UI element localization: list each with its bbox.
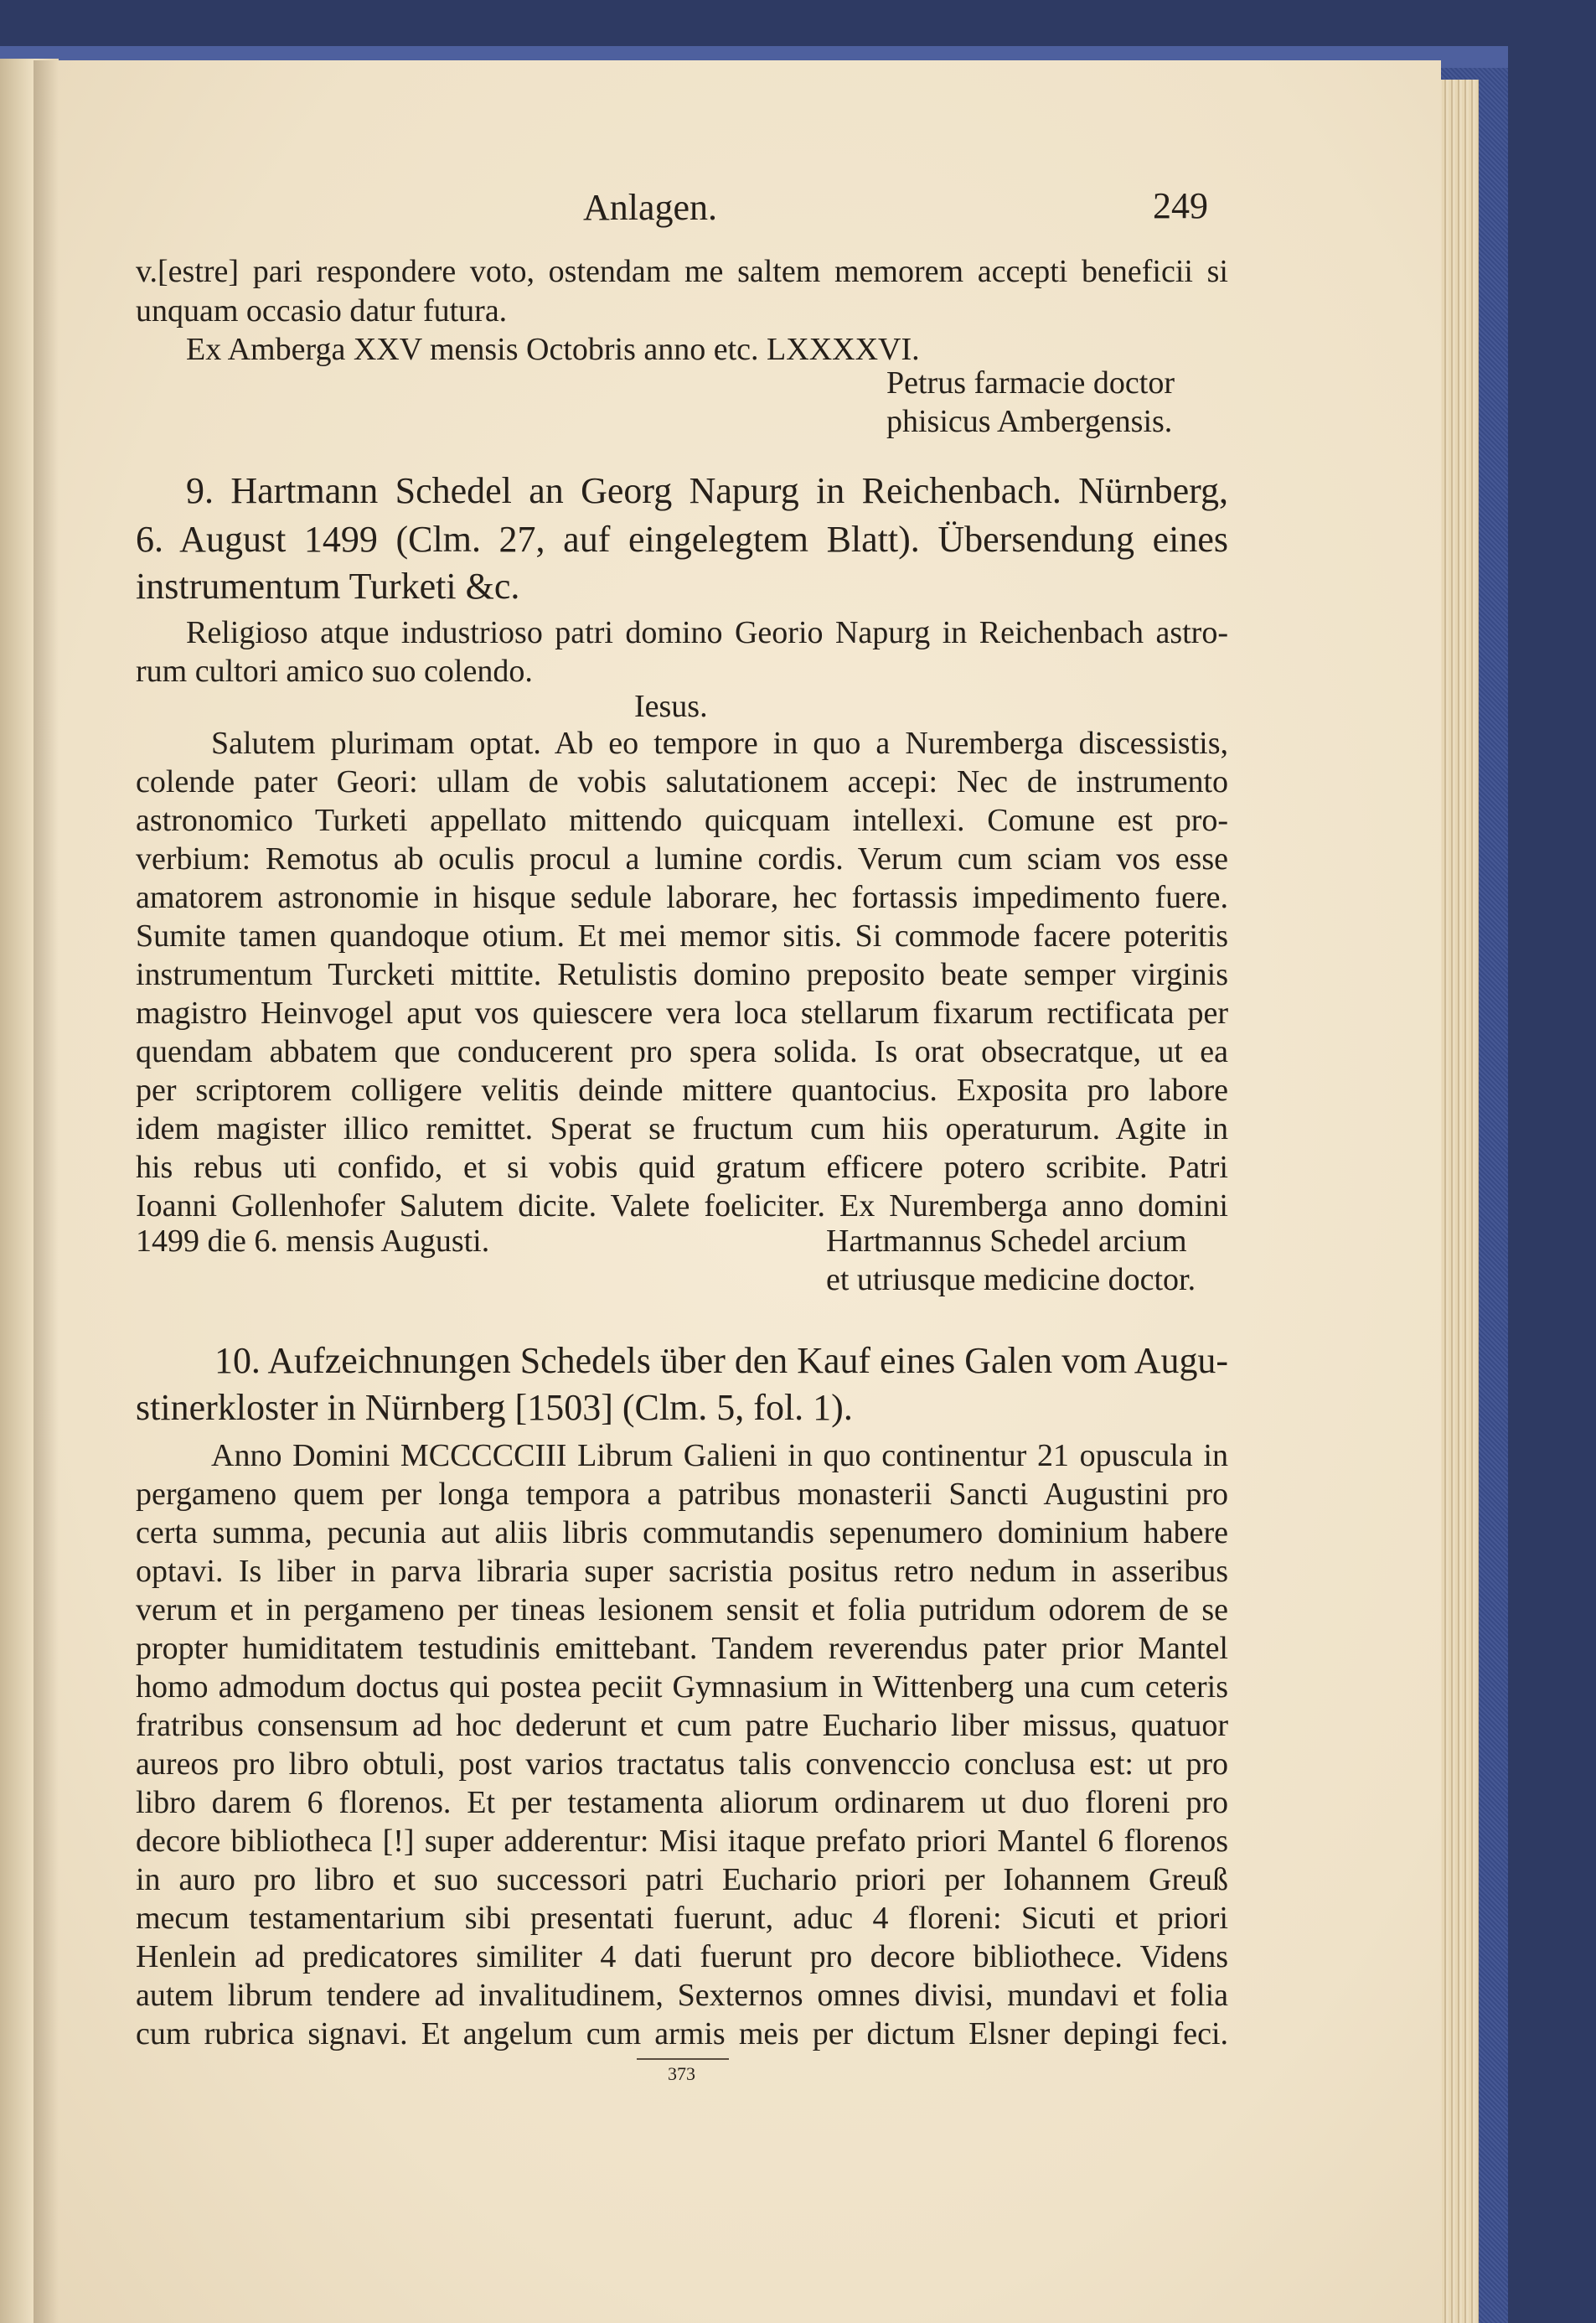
section10-heading-line: 10. Aufzeichnungen Schedels über den Kauf eines Galen vom Augu- [214,1340,1228,1381]
section9-body-line: quendam abbatem que conducerent pro spera solida. Is orat obsecratque, ut ea [136,1034,1228,1069]
section10-body-line: homo admodum doctus qui postea peciit Gymnasium in Wittenberg una cum ceteris [136,1669,1228,1705]
section10-body-line: pergameno quem per longa tempora a patribus monasterii Sancti Augustini pro [136,1477,1228,1512]
section10-body-line: autem librum tendere ad invalitudinem, Sexternos omnes divisi, mundavi et folia [136,1978,1228,2013]
section10-heading-line: stinerkloster in Nürnberg [1503] (Clm. 5, fol. 1). [136,1387,853,1428]
section9-signature-line: Hartmannus Schedel arcium [826,1224,1187,1259]
section9-invocation: Iesus. [634,689,708,724]
section10-body-line: verum et in pergameno per tineas lesionem sensit et folia putridum odorem de se [136,1592,1228,1627]
section9-heading-line: 6. August 1499 (Clm. 27, auf eingelegtem Blatt). Übersendung eines [136,519,1228,560]
section9-body-line: per scriptorem colligere velitis deinde mittere quantocius. Exposita pro labore [136,1073,1228,1108]
section10-body-line: libro darem 6 florenos. Et per testamenta aliorum ordinarem ut duo floreni pro [136,1785,1228,1820]
section9-address-line: rum cultori amico suo colendo. [136,654,533,689]
intro-line: v.[estre] pari respondere voto, ostendam me saltem memorem accepti beneficii si [136,254,1228,289]
intro-signature-line: Petrus farmacie doctor [886,365,1175,401]
section9-address-line: Religioso atque industrioso patri domino Georio Napurg in Reichenbach astro- [186,615,1228,650]
section9-body-line: 1499 die 6. mensis Augusti. [136,1224,490,1259]
section9-body-line: Sumite tamen quandoque otium. Et mei memor sitis. Si commode facere poteritis [136,918,1228,954]
section9-body-line: magistro Heinvogel aput vos quiescere vera loca stellarum fixarum rectificata per [136,996,1228,1031]
section10-body-line: fratribus consensum ad hoc dederunt et cum patre Euchario liber missus, quatuor [136,1708,1228,1743]
footer-rule [637,2058,729,2060]
section10-body-line: decore bibliotheca [!] super adderentur: Misi itaque prefato priori Mantel 6 florenos [136,1824,1228,1859]
section10-body-line: cum rubrica signavi. Et angelum cum armis meis per dictum Elsner depingi feci. [136,2016,1228,2051]
section9-body-line: instrumentum Turcketi mittite. Retulistis domino preposito beate semper virginis [136,957,1228,992]
intro-dateline: Ex Amberga XXV mensis Octobris anno etc. LXXXXVI. [186,332,920,367]
section10-body-line: aureos pro libro obtuli, post varios tractatus talis convenccio conclusa est: ut pro [136,1746,1228,1782]
section9-signature-line: et utriusque medicine doctor. [826,1262,1196,1297]
section9-heading-line: 9. Hartmann Schedel an Georg Napurg in Reichenbach. Nürnberg, [186,470,1228,511]
section10-body-line: optavi. Is liber in parva libraria super sacristia positus retro nedum in asseribus [136,1554,1228,1589]
section9-body-line: colende pater Geori: ullam de vobis salutationem accepi: Nec de instrumento [136,764,1228,799]
section9-body-line: his rebus uti confido, et si vobis quid gratum efficere potero scribite. Patri [136,1150,1228,1185]
section10-body-line: mecum testamentarium sibi presentati fuerunt, aduc 4 floreni: Sicuti et priori [136,1901,1228,1936]
running-head: Anlagen. [583,187,718,228]
gutter-shadow [34,60,59,2323]
page-number: 249 [1153,185,1208,226]
section9-body-line: verbium: Remotus ab oculis procul a lumine cordis. Verum cum sciam vos esse [136,841,1228,877]
folio-number: 373 [668,2063,695,2084]
section9-body-line: amatorem astronomie in hisque sedule laborare, hec fortassis impedimento fuere. [136,880,1228,915]
section9-body-line: idem magister illico remittet. Sperat se fructum cum hiis operaturum. Agite in [136,1111,1228,1146]
section9-heading-line: instrumentum Turketi &c. [136,566,520,607]
section10-body-line: Anno Domini MCCCCCIII Librum Galieni in quo continentur 21 opuscula in [211,1438,1228,1473]
section9-body-line: astronomico Turketi appellato mittendo quicquam intellexi. Comune est pro- [136,803,1228,838]
section10-body-line: certa summa, pecunia aut aliis libris commutandis sepenumero dominium habere [136,1515,1228,1550]
intro-signature-line: phisicus Ambergensis. [886,404,1173,439]
section10-body-line: in auro pro libro et suo successori patri Euchario priori per Iohannem Greuß [136,1862,1228,1897]
section10-body-line: Henlein ad predicatores similiter 4 dati fuerunt pro decore bibliothece. Videns [136,1939,1228,1974]
section10-body-line: propter humiditatem testudinis emittebant. Tandem reverendus pater prior Mantel [136,1631,1228,1666]
section9-body-line: Ioanni Gollenhofer Salutem dicite. Valete foeliciter. Ex Nuremberga anno domini [136,1188,1228,1224]
section9-body-line: Salutem plurimam optat. Ab eo tempore in quo a Nuremberga discessistis, [211,726,1228,761]
intro-line: unquam occasio datur futura. [136,293,508,329]
